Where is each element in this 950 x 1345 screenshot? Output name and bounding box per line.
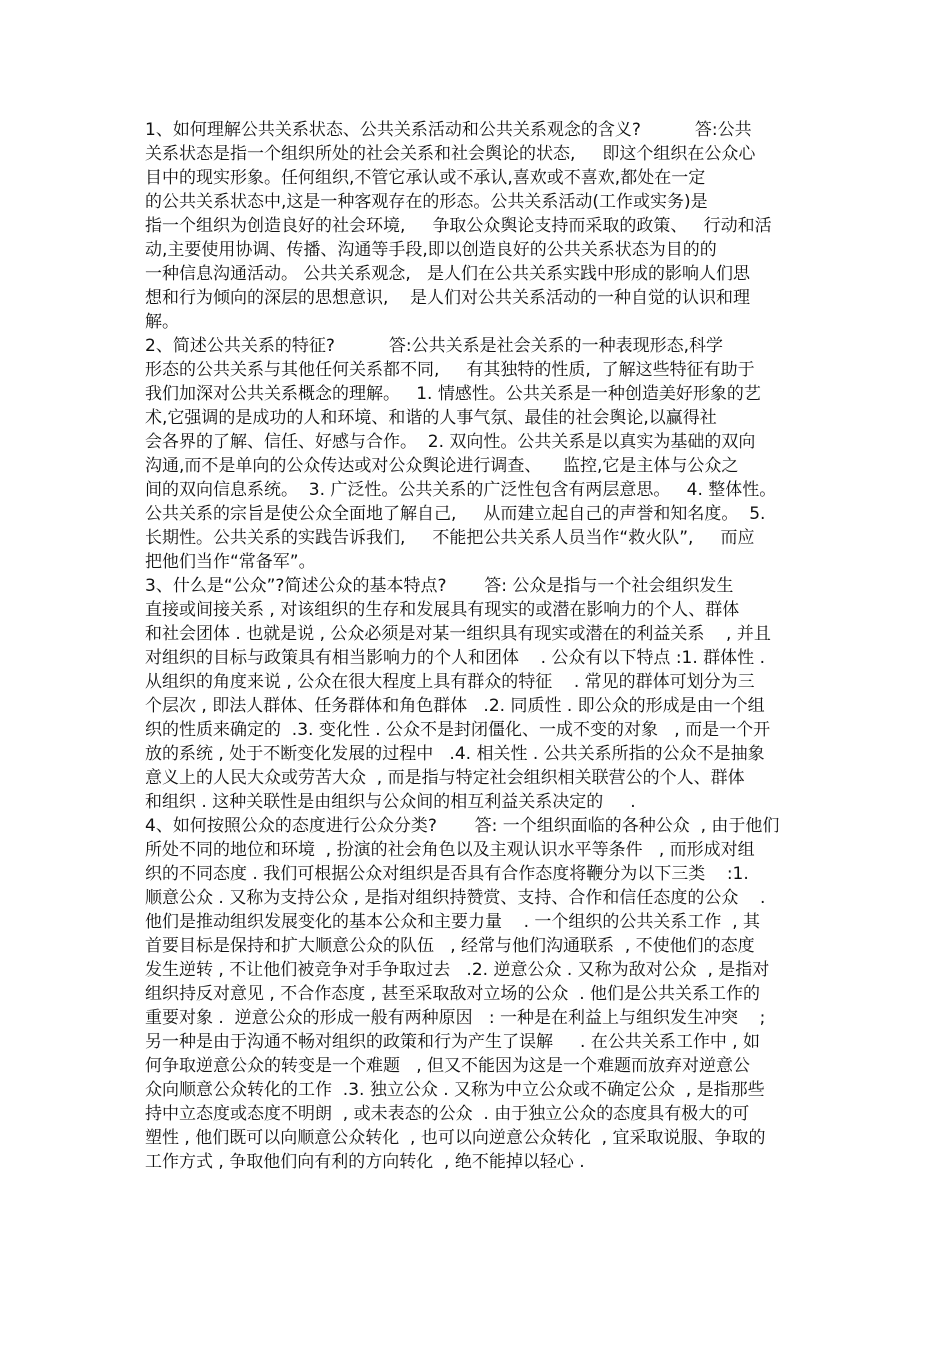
text-line: 3、什么是“公众”?简述公众的基本特点? 答: 公众是指与一个社会组织发生 [145,576,734,596]
text-line: 首要目标是保持和扩大顺意公众的队伍 , 经常与他们沟通联系 , 不使他们的态度 [145,936,755,956]
text-line: 顺意公众 . 又称为支持公众 , 是指对组织持赞赏、支持、合作和信任态度的公众 . [145,888,766,908]
text-line: 动,主要使用协调、传播、沟通等手段,即以创造良好的公共关系状态为目的的 [145,240,717,260]
text-line: 会各界的了解、信任、好感与合作。 2. 双向性。公共关系是以真实为基础的双向 [145,432,756,452]
text-line: 从组织的角度来说 , 公众在很大程度上具有群众的特征 . 常见的群体可划分为三 [145,672,755,692]
text-line: 塑性 , 他们既可以向顺意公众转化 , 也可以向逆意公众转化 , 宜采取说服、争取的 [145,1128,766,1148]
text-line: 织的性质来确定的 .3. 变化性 . 公众不是封闭僵化、一成不变的对象 , 而是一个开 [145,720,771,740]
text-line: 工作方式 , 争取他们向有利的方向转化 , 绝不能掉以轻心 . [145,1152,585,1172]
text-line: 一种信息沟通活动。 公共关系观念, 是人们在公共关系实践中形成的影响人们思 [145,264,751,284]
text-line: 和组织 . 这种关联性是由组织与公众间的相互利益关系决定的 . [145,792,636,812]
text-line: 和社会团体 . 也就是说 , 公众必须是对某一组织具有现实或潜在的利益关系 , 并且 [145,624,771,644]
text-line: 所处不同的地位和环境 , 扮演的社会角色以及主观认识水平等条件 , 而形成对组 [145,840,755,860]
text-line: 放的系统 , 处于不断变化发展的过程中 .4. 相关性 . 公共关系所指的公众不是抽象 [145,744,765,764]
text-line: 关系状态是指一个组织所处的社会关系和社会舆论的状态, 即这个组织在公众心 [145,144,756,164]
text-line: 重要对象 . 逆意公众的形成一般有两种原因 : 一种是在利益上与组织发生冲突 ; [145,1008,766,1028]
text-line: 把他们当作“常备军”。 [145,552,316,572]
text-line: 组织持反对意见 , 不合作态度 , 甚至采取敌对立场的公众 . 他们是公共关系工作的 [145,984,761,1004]
text-line: 间的双向信息系统。 3. 广泛性。公共关系的广泛性包含有两层意思。 4. 整体性。 [145,480,777,500]
text-line: 我们加深对公共关系概念的理解。 1. 情感性。公共关系是一种创造美好形象的艺 [145,384,761,404]
text-line: 公共关系的宗旨是使公众全面地了解自己, 从而建立起自己的声誉和知名度。 5. [145,504,766,524]
text-line: 个层次 , 即法人群体、任务群体和角色群体 .2. 同质性 . 即公众的形成是由一个组 [145,696,765,716]
text-line: 解。 [145,312,179,332]
text-line: 的公共关系状态中,这是一种客观存在的形态。公共关系活动(工作或实务)是 [145,192,708,212]
text-line: 直接或间接关系 , 对该组织的生存和发展具有现实的或潜在影响力的个人、群体 [145,600,740,620]
text-line: 术,它强调的是成功的人和环境、和谐的人事气氛、最佳的社会舆论,以赢得社 [145,408,717,428]
text-line: 1、如何理解公共关系状态、公共关系活动和公共关系观念的含义? 答:公共 [145,120,752,140]
text-line: 4、如何按照公众的态度进行公众分类? 答: 一个组织面临的各种公众 , 由于他们 [145,816,780,836]
text-line: 何争取逆意公众的转变是一个难题 , 但又不能因为这是一个难题而放弃对逆意公 [145,1056,751,1076]
text-line: 他们是推动组织发展变化的基本公众和主要力量 . 一个组织的公共关系工作 , 其 [145,912,761,932]
text-line: 另一种是由于沟通不畅对组织的政策和行为产生了误解 . 在公共关系工作中 , 如 [145,1032,761,1052]
text-line: 织的不同态度 . 我们可根据公众对组织是否具有合作态度将鞭分为以下三类 :1. [145,864,749,884]
text-line: 持中立态度或态度不明朗 , 或未表态的公众 . 由于独立公众的态度具有极大的可 [145,1104,750,1124]
text-line: 目中的现实形象。任何组织,不管它承认或不承认,喜欢或不喜欢,都处在一定 [145,168,706,188]
text-line: 意义上的人民大众或劳苦大众 , 而是指与特定社会组织相关联营公的个人、群体 [145,768,745,788]
text-line: 形态的公共关系与其他任何关系都不同, 有其独特的性质, 了解这些特征有助于 [145,360,755,380]
text-line: 发生逆转 , 不让他们被竞争对手争取过去 .2. 逆意公众 . 又称为敌对公众 , 是指对 [145,960,770,980]
text-line: 沟通,而不是单向的公众传达或对公众舆论进行调查、 监控,它是主体与公众之 [145,456,739,476]
text-line: 指一个组织为创造良好的社会环境, 争取公众舆论支持而采取的政策、 行动和活 [145,216,772,236]
text-line: 2、简述公共关系的特征? 答:公共关系是社会关系的一种表现形态,科学 [145,336,724,356]
text-line: 长期性。公共关系的实践告诉我们, 不能把公共关系人员当作“救火队”, 而应 [145,528,755,548]
text-line: 众向顺意公众转化的工作 .3. 独立公众 . 又称为中立公众或不确定公众 , 是指那些 [145,1080,765,1100]
text-line: 对组织的目标与政策具有相当影响力的个人和团体 . 公众有以下特点 :1. 群体性 . [145,648,765,668]
text-line: 想和行为倾向的深层的思想意识, 是人们对公共关系活动的一种自觉的认识和理 [145,288,751,308]
